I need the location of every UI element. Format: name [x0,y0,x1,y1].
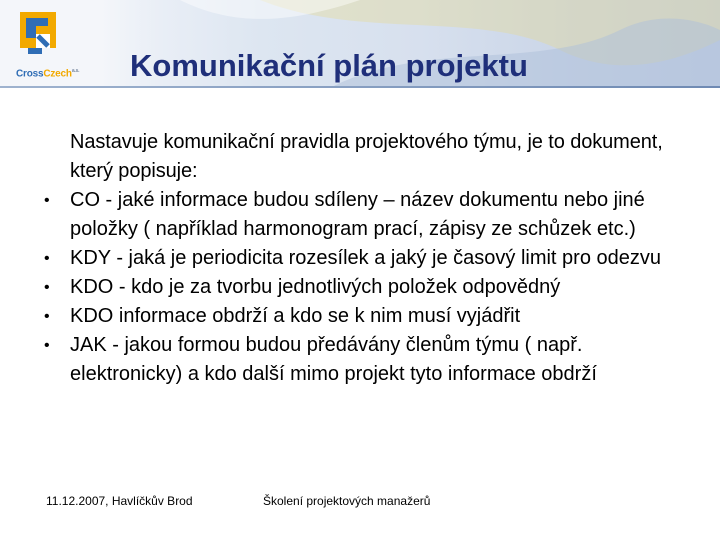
bullet-keyword: CO [70,189,100,211]
bullet-text: informace obdrží a kdo se k nim musí vyjádřit [113,305,521,327]
bullet-keyword: KDO [70,276,114,298]
bullet-keyword: JAK [70,334,107,356]
bullet-item-co [44,186,684,244]
bullet-text: - kdo je za tvorbu jednotlivých položek odpovědný [113,276,561,298]
crossczech-logo [6,8,90,80]
slide-title: Komunikační plán projektu [130,48,528,83]
bullet-keyword: KDY [70,247,111,269]
bullet-icon: • [44,250,50,267]
bullet-text: - jaká je periodicita rozesílek a jaký je časový limit pro odezvu [110,247,661,269]
bullet-item-kdo-responsible [44,273,684,302]
bullet-icon: • [44,337,50,354]
bullet-icon: • [44,192,50,209]
logo-mark-icon [6,8,90,64]
slide-content [44,128,684,389]
footer-date-location: 11.12.2007, Havlíčkův Brod [46,494,193,508]
intro-text: Nastavuje komunikační pravidla projektového týmu, je to dokument, který popisuje: [70,131,663,182]
bullet-item-jak [44,331,684,389]
bullet-icon: • [44,308,50,325]
footer-course-name: Školení projektových manažerů [263,494,431,508]
bullet-list [44,186,684,389]
header-divider [0,86,720,88]
bullet-item-kdy [44,244,684,273]
bullet-icon: • [44,279,50,296]
bullet-text: - jaké informace budou sdíleny – název dokumentu nebo jiné položky ( například harmonogram prací, zápisy ze schůzek etc.) [70,189,645,240]
bullet-text: - jakou formou budou předávány členům týmu ( např. elektronicky) a kdo další mimo projekt tyto informace obdrží [70,334,597,385]
bullet-keyword: KDO [70,305,114,327]
bullet-item-kdo-recipients [44,302,684,331]
header-banner [0,0,720,88]
logo-text: CrossCzech$^{a.s.}$ [16,68,80,80]
